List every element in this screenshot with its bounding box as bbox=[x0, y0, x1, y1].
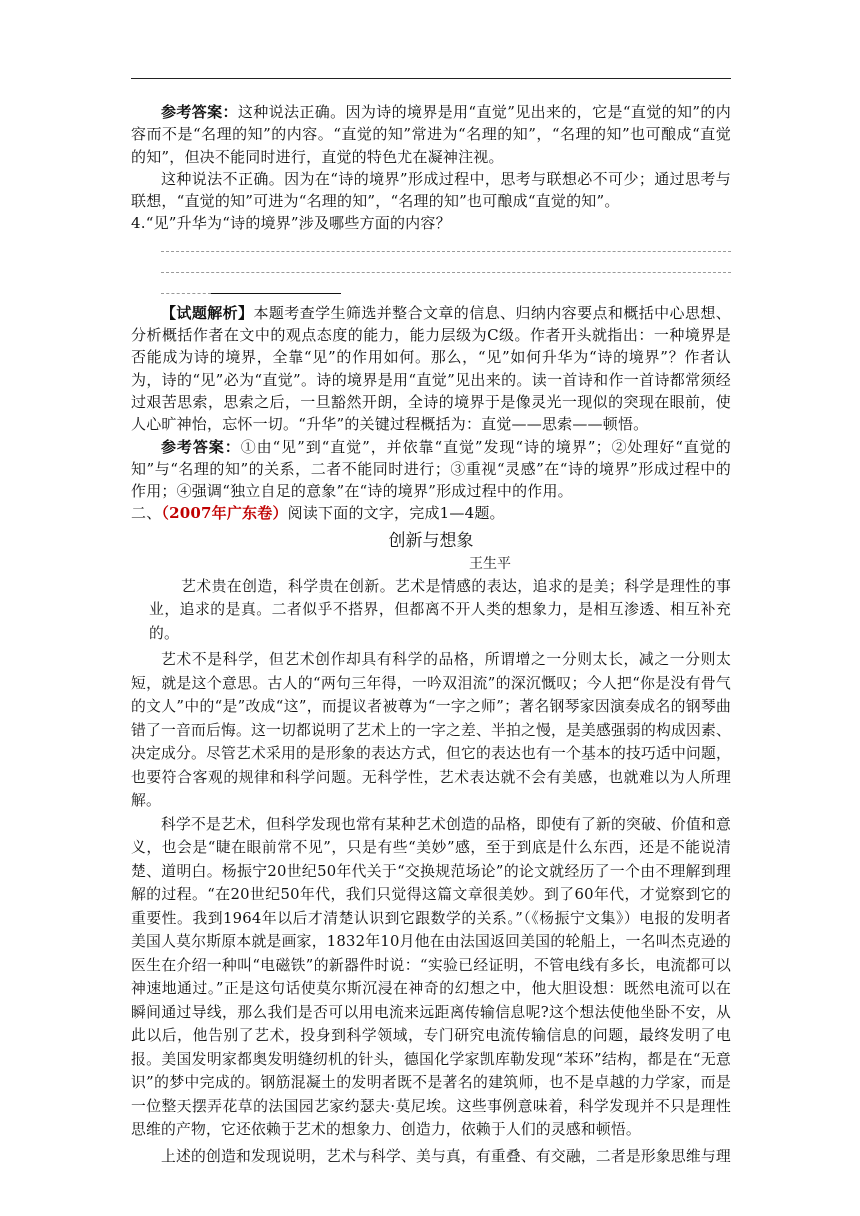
answer-text-3: ①由“见”到“直觉”，并依靠“直觉”发现“诗的境界”；②处理好“直觉的知”与“名理的知”的关系，二者不能同时进行；③重视“灵感”在“诗的境界”形成过程中的作用；④强调“独立自足的意象”在“诗的境界”形成过程中的作用。 bbox=[131, 437, 731, 501]
article-paragraph-1: 艺术贵在创造，科学贵在创新。艺术是情感的表达，追求的是美；科学是理性的事业，追求的是真。二者似乎不搭界，但都离不开人类的想象力，是相互渗透、相互补充的。 bbox=[149, 577, 731, 642]
answer-label: 参考答案： bbox=[161, 103, 238, 121]
analysis-label: 【试题解析】 bbox=[161, 303, 254, 322]
article-author: 王生平 bbox=[469, 555, 511, 572]
answer-blank-line[interactable] bbox=[161, 251, 731, 252]
exam-source: （2007年广东卷） bbox=[161, 504, 288, 523]
answer-text-1: 这种说法正确。因为诗的境界是用“直觉”见出来的，它是“直觉的知”的内容而不是“名理的知”的内容。“直觉的知”常进为“名理的知”，“名理的知”也可酿成“直觉的知”，但决不能同时进行，直觉的特色尤在凝神注视。 bbox=[131, 103, 731, 166]
article-paragraph-3: 科学不是艺术，但科学发现也常有某种艺术创造的品格，即使有了新的突破、价值和意义，也会是“睫在眼前常不见”，只是有些“美妙”感，至于到底是什么东西，还是不能说清楚、道明白。杨振宁20世纪50年代关于“交换规范场论”的论文就经历了一个由不理解到理解的过程。“在20世纪50年代，我们只觉得这篇文章很美妙。到了60年代，才觉察到它的重要性。我到1964年以后才清楚认识到它跟数学的关系。”（《杨振宁文集》）电报的发明者美国人莫尔斯原本就是画家，1832年10月他在由法国返回美国的轮船上，一名叫杰克逊的医生在介绍一种叫“电磁铁”的新器件时说：“实验已经证明，不管电线有多长，电流都可以神速地通过。”正是这句话使莫尔斯沉浸在神奇的幻想之中，他大胆设想：既然电流可以在瞬间通过导线，那么我们是否可以用电流来远距离传输信息呢?这个想法使他坐卧不安，从此以后，他告别了艺术，投身到科学领域，专门研究电流传输信息的问题，最终发明了电报。美国发明家都奥发明缝纫机的针头，德国化学家凯库勒发现“苯环”结构，都是在“无意识”的梦中完成的。钢筋混凝土的发明者既不是著名的建筑师，也不是卓越的力学家，而是一位整天摆弄花草的法国园艺家约瑟夫·莫尼埃。这些事例意味着，科学发现并不只是理性思维的产物，它还依赖于艺术的想象力、创造力，依赖于人们的灵感和顿悟。 bbox=[131, 815, 731, 1139]
article-paragraph-4: 上述的创造和发现说明，艺术与科学、美与真，有重叠、有交融，二者是形象思维与理 bbox=[161, 1147, 731, 1165]
answer-blank-line[interactable] bbox=[161, 272, 731, 273]
section-prefix: 二、 bbox=[131, 504, 162, 523]
analysis-paragraph bbox=[131, 302, 731, 436]
answer-paragraph-3 bbox=[131, 436, 731, 503]
answer-paragraph-2: 这种说法不正确。因为在“诗的境界”形成过程中，思考与联想必不可少；通过思考与联想，“直觉的知”可进为“名理的知”，“名理的知”也可酿成“直觉的知”。 bbox=[131, 169, 731, 211]
document-body bbox=[131, 101, 731, 1168]
section-2-heading bbox=[131, 502, 731, 524]
section-instruction: 阅读下面的文字，完成1—4题。 bbox=[287, 504, 505, 523]
article-paragraph-2: 艺术不是科学，但艺术创作却具有科学的品格，所谓增之一分则太长，减之一分则太短，就是这个意思。古人的“两句三年得，一吟双泪流”的深沉慨叹；今人把“你是没有骨气的文人”中的“是”改成“这”，而提议者被尊为“一字之师”；著名钢琴家因演奏成名的钢琴曲错了一音而后悔。这一切都说明了艺术上的一字之差、半拍之慢，是美感强弱的构成因素、决定成分。尽管艺术采用的是形象的表达方式，但它的表达也有一个基本的技巧适中问题，也要符合客观的规律和科学问题。无科学性，艺术表达就不会有美感，也就难以为人所理解。 bbox=[131, 651, 731, 810]
answer-label: 参考答案： bbox=[161, 437, 241, 456]
question-4: 4.“见”升华为“诗的境界”涉及哪些方面的内容？ bbox=[131, 214, 451, 233]
analysis-text: 本题考查学生筛选并整合文章的信息、归纳内容要点和概括中心思想、分析概括作者在文中的观点态度的能力，能力层级为C级。作者开头就指出：一种境界是否能成为诗的境界，全靠“见”的作用如何。那么，“见”如何升华为“诗的境界”？作者认为，诗的“见”必为“直觉”。诗的境界是用“直觉”见出来的。读一首诗和作一首诗都常须经过艰苦思索，思索之后，一旦豁然开朗，全诗的境界于是像灵光一现似的突现在眼前，使人心旷神怡，忘怀一切。“升华”的关键过程概括为：直觉——思索——顿悟。 bbox=[131, 303, 731, 434]
answer-paragraph-1 bbox=[131, 101, 731, 168]
header-rule bbox=[131, 78, 731, 79]
answer-blank-line[interactable] bbox=[161, 293, 731, 294]
article-title: 创新与想象 bbox=[388, 530, 474, 551]
